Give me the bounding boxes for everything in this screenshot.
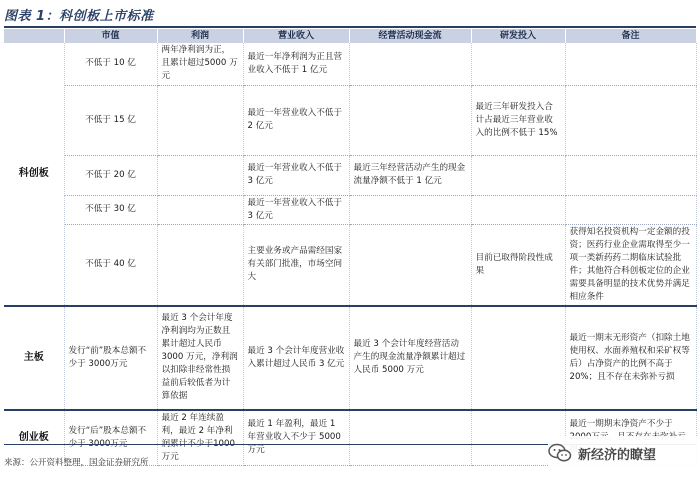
cell-profit xyxy=(157,155,243,195)
watermark-text: 新经济的瞭望 xyxy=(578,447,657,463)
header-row xyxy=(4,29,696,43)
table-row xyxy=(4,43,696,85)
cell-note: 获得知名投资机构一定金额的投资；医药行业企业需取得至少一项一类新药药二期临床试验批件；其他符合科创板定位的企业需要具备明显的技术优势并满足相应条件 xyxy=(565,224,696,306)
cell-market-value: 不低于 40 亿 xyxy=(64,224,157,306)
cell-note: 最近一期末无形资产（扣除土地使用权、水面养殖权和采矿权等后）占净资产的比例不高于 20%；且不存在未弥补亏损 xyxy=(565,306,696,410)
header-market-value: 市值 xyxy=(64,29,157,43)
board-label-cyb: 创业板 xyxy=(4,410,64,466)
cell-profit xyxy=(157,85,243,155)
header-board xyxy=(4,29,64,43)
cell-rd: 目前已取得阶段性成果 xyxy=(471,224,565,306)
table-row xyxy=(4,155,696,195)
listing-standards-table xyxy=(4,29,697,466)
cell-revenue: 最近 3 个会计年度营业收入累计超过人民币 3 亿元 xyxy=(243,306,349,410)
cell-profit: 两年净利润为正，且累计超过5000 万元 xyxy=(157,43,243,85)
cell-profit xyxy=(157,195,243,224)
cell-cashflow xyxy=(349,224,471,306)
wechat-icon xyxy=(548,443,572,463)
table-row xyxy=(4,85,696,155)
table-row xyxy=(4,195,696,224)
cell-profit xyxy=(157,224,243,306)
cell-revenue: 最近一年营业收入不低于 3 亿元 xyxy=(243,155,349,195)
cell-revenue: 最近一年营业收入不低于 2 亿元 xyxy=(243,85,349,155)
cell-note xyxy=(565,43,696,85)
header-revenue: 营业收入 xyxy=(243,29,349,43)
board-label-main: 主板 xyxy=(4,306,64,410)
cell-market-value: 不低于 30 亿 xyxy=(64,195,157,224)
cell-rd: 最近三年研发投入合计占最近三年营业收入的比例不低于 15% xyxy=(471,85,565,155)
top-rule xyxy=(4,26,696,28)
source-note: 来源：公开资料整理，国金证券研究所 xyxy=(4,458,149,468)
cell-market-value: 不低于 15 亿 xyxy=(64,85,157,155)
cell-revenue: 最近 1 年盈利，最近 1 年营业收入不少于 5000 万元 xyxy=(243,410,349,466)
cell-rd xyxy=(471,306,565,410)
cell-cashflow: 最近三年经营活动产生的现金流量净额不低于 1 亿元 xyxy=(349,155,471,195)
cell-market-value: 不低于 20 亿 xyxy=(64,155,157,195)
cell-note xyxy=(565,195,696,224)
cell-cashflow xyxy=(349,43,471,85)
cell-cashflow xyxy=(349,410,471,466)
cell-rd xyxy=(471,43,565,85)
header-note: 备注 xyxy=(565,29,696,43)
cell-profit: 最近 3 个会计年度净利润均为正数且累计超过人民币 3000 万元，净利润以扣除非经常性损益前后较低者为计算依据 xyxy=(157,306,243,410)
cell-note xyxy=(565,85,696,155)
cell-cashflow: 最近 3 个会计年度经营活动产生的现金流量净额累计超过人民币 5000 万元 xyxy=(349,306,471,410)
watermark xyxy=(548,436,698,470)
table-title: 图表 1：科创板上市标准 xyxy=(4,9,154,24)
cell-rd xyxy=(471,155,565,195)
cell-revenue: 主要业务或产品需经国家有关部门批准，市场空间大 xyxy=(243,224,349,306)
cell-note xyxy=(565,155,696,195)
cell-revenue: 最近一年营业收入不低于 3 亿元 xyxy=(243,195,349,224)
table-row xyxy=(4,224,696,306)
cell-rd xyxy=(471,195,565,224)
header-rd: 研发投入 xyxy=(471,29,565,43)
cell-cashflow xyxy=(349,85,471,155)
header-profit: 利润 xyxy=(157,29,243,43)
table-row xyxy=(4,306,696,410)
cell-cashflow xyxy=(349,195,471,224)
header-cashflow: 经营活动现金流 xyxy=(349,29,471,43)
cell-market-value: 发行“前”股本总额不少于 3000万元 xyxy=(64,306,157,410)
cell-market-value: 发行“后”股本总额不 xyxy=(64,410,157,466)
cell-profit: 最近 2 年连续盈利，最近 2 年净利 万元 xyxy=(157,410,243,466)
cell-note: 最近一期期末净资产不少于 xyxy=(565,410,696,466)
cell-market-value: 不低于 10 亿 xyxy=(64,43,157,85)
board-label-kcb: 科创板 xyxy=(4,43,64,306)
cell-revenue: 最近一年净利润为正且营业收入不低于 1 亿元 xyxy=(243,43,349,85)
